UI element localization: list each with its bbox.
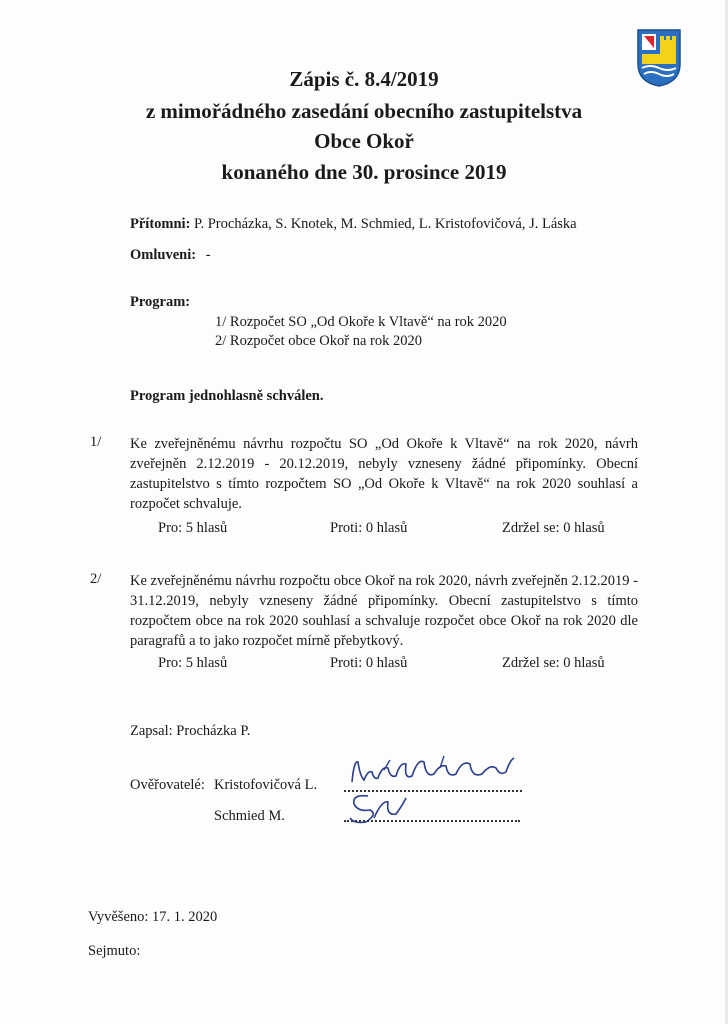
verifier-1: Kristofovičová L. [214,777,318,793]
title-line-2: z mimořádného zasedání obecního zastupitelstva [145,99,583,123]
title-line-1: Zápis č. 8.4/2019 [289,67,439,91]
point-1-pro: Pro: 5 hlasů [158,520,228,536]
program-approved: Program jednohlasně schválen. [130,388,324,404]
point-2-proti: Proti: 0 hlasů [330,655,408,671]
point-1-text: Ke zveřejněnému návrhu rozpočtu SO „Od Okoře k Vltavě“ na rok 2020, návrh zveřejněn 2.12.2019 - 20.12.2019, nebyly vzneseny žádné připomínky. Obecní zastupitelstvo s tímto rozpočtem SO „Od Okoře k Vltavě“ na rok 2020 souhlasí a rozpočet schvaluje. [130,436,638,512]
program-item-1: 1/ Rozpočet SO „Od Okoře k Vltavě“ na rok 2020 [215,314,507,330]
point-1-zdrzel: Zdržel se: 0 hlasů [502,520,605,536]
present-label: Přítomni: [130,216,191,232]
verifiers-label: Ověřovatelé: [130,777,205,793]
point-2-zdrzel: Zdržel se: 0 hlasů [502,655,605,671]
point-1-number: 1/ [90,434,102,450]
point-2-pro: Pro: 5 hlasů [158,655,228,671]
excused-label: Omluveni: [130,247,197,263]
present-value: P. Procházka, S. Knotek, M. Schmied, L. Kristofovičová, J. Láska [194,216,577,232]
point-2-number: 2/ [90,571,102,587]
signature-kristofovicova-icon [344,752,524,792]
verifier-2: Schmied M. [214,808,285,824]
recorded-by: Zapsal: Procházka P. [130,723,251,739]
title-line-4: konaného dne 30. prosince 2019 [221,160,507,184]
point-1-proti: Proti: 0 hlasů [330,520,408,536]
present-row [130,214,577,234]
program-label: Program: [130,294,191,310]
title-line-3: Obce Okoř [314,129,414,153]
posted-date: Vyvěšeno: 17. 1. 2020 [88,909,218,925]
signature-schmied-icon [344,788,424,828]
program-item-2: 2/ Rozpočet obce Okoř na rok 2020 [215,333,422,349]
point-2-text: Ke zveřejněnému návrhu rozpočtu obce Okoř na rok 2020, návrh zveřejněn 2.12.2019 - 31.12.2019, nebyly vzneseny žádné připomínky. Obecní zastupitelstvo s tímto rozpočtem obce na rok 2020 souhlasí a schvaluje rozpočet obce Okoř na rok 2020 dle paragrafů a to jako rozpočet mírně přebytkový. [130,573,638,649]
excused-value: - [205,247,211,263]
excused-row [130,245,211,265]
removed-date: Sejmuto: [88,943,141,959]
